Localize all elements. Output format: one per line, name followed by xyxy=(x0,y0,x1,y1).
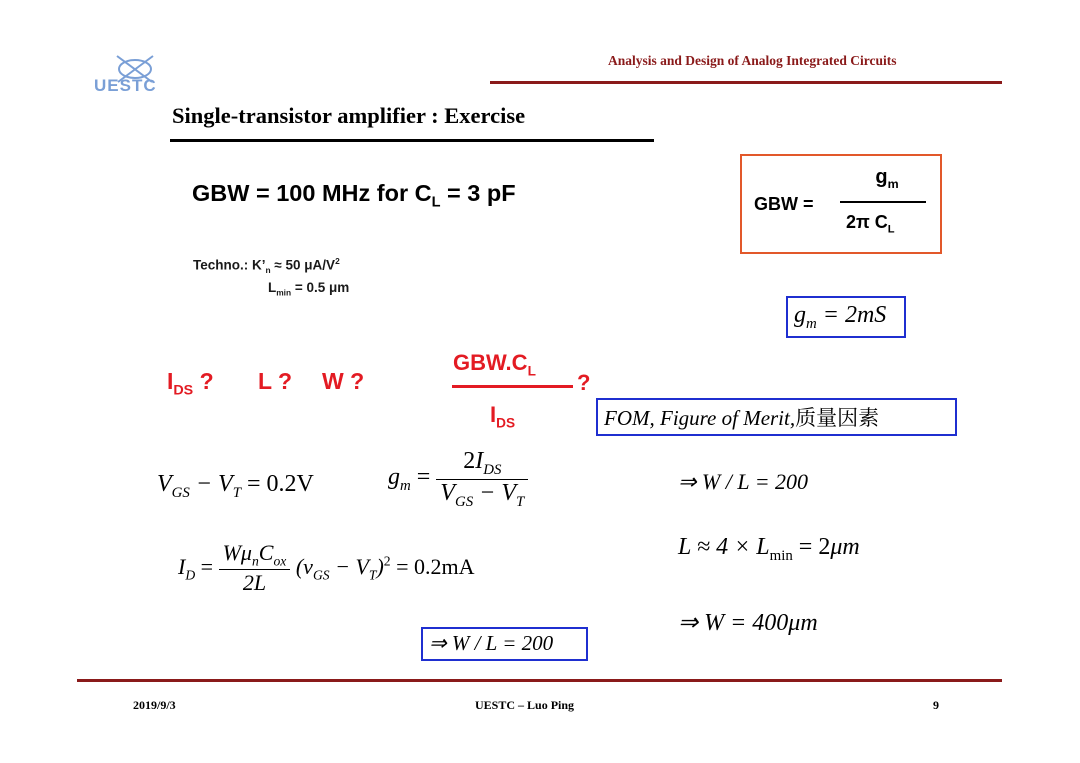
footer-rule xyxy=(77,679,1002,682)
equation-wl-right: ⇒ W / L = 200 xyxy=(678,469,809,494)
gm-result-box: $g_m = 2mS$ xyxy=(786,296,906,338)
header-title: Analysis and Design of Analog Integrated Circuits xyxy=(608,53,897,68)
equation-w: ⇒ W = 400μm xyxy=(678,610,818,636)
equation-l: $L \approx 4 \times L_{min} = 2\mu m$ xyxy=(678,534,860,564)
equation-vov: $V_{GS} - V_T = 0.2V$ xyxy=(157,471,314,501)
techno-k: Techno.: $K’_n \approx 50$ $\mu A/V^2$ xyxy=(193,256,340,276)
footer-date: 2019/9/3 xyxy=(133,698,176,712)
header-rule xyxy=(490,81,1002,84)
spec-line: GBW = 100 MHz for $C_L = 3$ pF xyxy=(192,180,516,211)
gbw-lhs: GBW = xyxy=(754,194,814,214)
logo-text: UESTC xyxy=(94,76,157,95)
equation-id: $I_D$ = $\frac{W\mu_nC_{ox}}{2L}$ $(v_{GS} - V_T)^2 = 0.2mA$ xyxy=(178,540,475,596)
fom-denominator: $I_{DS}$ xyxy=(490,402,516,431)
question-ids: $I_{DS}$ ? xyxy=(167,368,214,399)
footer-page-number: 9 xyxy=(933,698,939,712)
equation-gm: $g_m$ = $\frac{2I_{DS}}{V_{GS} - V_T}$ xyxy=(388,448,528,511)
techno-lmin: $L_{min} = 0.5$ μm xyxy=(268,280,350,298)
fom-fraction-bar xyxy=(452,385,573,388)
gbw-formula-box xyxy=(740,154,942,254)
gbw-numerator: $g_m$ xyxy=(875,166,899,191)
slide-title: Single-transistor amplifier : Exercise xyxy=(172,103,526,128)
footer-author: UESTC – Luo Ping xyxy=(475,698,575,712)
wl-result-box: ⇒ W / L = 200 xyxy=(421,627,588,661)
uestc-logo xyxy=(90,50,180,100)
slide-title-underline xyxy=(170,139,654,142)
gbw-fraction-bar xyxy=(840,201,926,203)
fom-box: FOM, Figure of Merit,质量因素 xyxy=(596,398,957,436)
gbw-denominator: 2π $C_L$ xyxy=(846,212,895,236)
fom-numerator: $GBW.C_L$ xyxy=(453,350,536,379)
question-w: W ? xyxy=(322,368,365,394)
question-l: L ? xyxy=(258,368,293,394)
fom-question-mark: ? xyxy=(577,370,591,395)
